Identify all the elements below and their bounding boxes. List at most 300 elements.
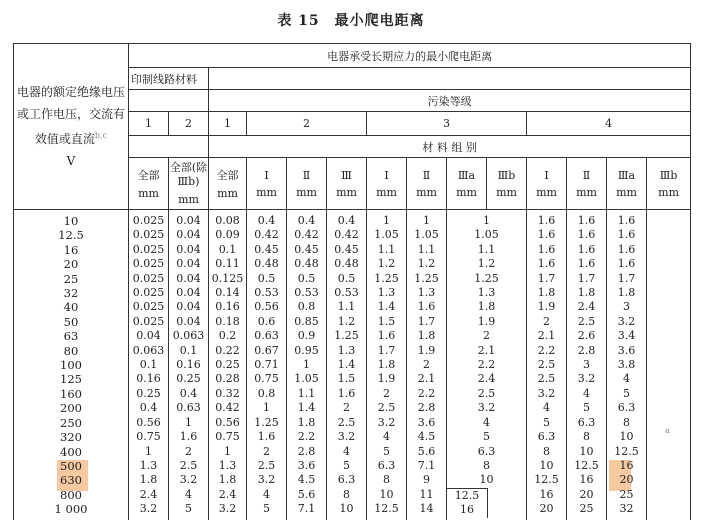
table-cell: 3.2 [139,502,158,516]
table-cell: 8 [583,430,590,444]
table-cell: 1.4 [377,300,396,314]
table-cell: 800 [60,487,82,502]
table-cell: 0.53 [294,286,319,300]
table-cell: 250 [60,415,82,430]
table-cell: 5 [543,415,550,429]
table-cell: 10 [579,444,594,458]
table-cell: 7.1 [417,458,436,472]
col-header-14 [647,158,691,210]
unit-label: mm [296,185,317,199]
col-header-1 [129,158,169,210]
main-header: 电器承受长期应力的最小爬电距离 [129,44,691,68]
table-cell: 1.8 [577,286,596,300]
table-cell: 0.5 [297,271,316,285]
col-header-5 [287,158,327,210]
col-label: 全部(除Ⅲb) [169,160,208,188]
data-column-12 [567,210,607,520]
table-cell: 10 [479,473,494,487]
table-cell: 0.32 [215,386,240,400]
table-cell: 2.1 [477,343,496,357]
table-cell: 0.95 [294,343,319,357]
table-cell: 1.3 [377,286,396,300]
table-cell: 1.6 [537,257,556,271]
table-cell: 6.3 [337,473,356,487]
table-cell: 0.16 [176,358,201,372]
table-cell: 1 [224,444,231,458]
table-cell: 4 [383,430,390,444]
table-cell: 2.5 [179,458,198,472]
col-header-6 [327,158,367,210]
col-label: Ⅲa [617,168,636,182]
table-cell: 0.04 [176,257,201,271]
table-cell: 2.6 [577,329,596,343]
table-cell: 0.09 [215,228,240,242]
col-header-2 [169,158,209,210]
table-cell: 25 [619,487,634,501]
unit-label: mm [256,185,277,199]
col-label: Ⅲb [497,168,516,182]
table-cell: 0.56 [254,300,279,314]
table-cell: 0.4 [179,386,198,400]
table-cell: 200 [60,401,82,416]
data-column-9-merged [447,210,527,520]
table-cell: 2.5 [537,372,556,386]
col-label: Ⅱ [302,168,311,182]
table-cell: 0.025 [132,228,165,242]
table-cell: 1.2 [417,257,436,271]
table-cell: 1.1 [477,242,496,256]
pcb-spacer [209,68,691,90]
table-cell: 1 [145,444,152,458]
unit-label: mm [456,185,477,199]
table-cell: 1.6 [537,214,556,227]
table-cell: 1.3 [337,343,356,357]
table-cell: 160 [60,386,82,401]
table-cell: 0.56 [215,415,240,429]
table-cell: 3.2 [477,401,496,415]
col-label: Ⅰ [384,168,389,182]
table-cell: 1.05 [294,372,319,386]
table-cell: 0.22 [215,343,240,357]
table-cell: 1.4 [297,401,316,415]
table-cell: 0.063 [172,329,205,343]
table-cell: 2.1 [537,329,556,343]
table-cell: 125 [60,372,82,387]
table-cell: 25 [579,502,594,516]
table-cell: 1.9 [537,300,556,314]
table-cell: 0.1 [218,242,237,256]
table-cell: 0.8 [257,386,276,400]
table-cell: 20 [619,473,634,487]
table-cell: 40 [63,300,79,315]
table-cell: 2.2 [417,386,436,400]
table-cell: 2 [423,358,430,372]
table-cell: 1.6 [417,300,436,314]
table-cell: 1 000 [54,502,88,517]
level-2: 2 [247,112,367,136]
table-cell: 4 [483,415,490,429]
table-cell: 3.2 [218,502,237,516]
col-label: Ⅱ [422,168,431,182]
table-cell: 1.6 [577,214,596,227]
pcb-blank-2 [129,136,209,158]
level-4: 4 [527,112,691,136]
table-cell: 8 [383,473,390,487]
table-cell: 1.9 [377,372,396,386]
table-cell: 1.4 [337,358,356,372]
table-cell: 1.2 [477,257,496,271]
col-header-12 [567,158,607,210]
table-cell: 0.04 [176,286,201,300]
table-cell: 0.53 [334,286,359,300]
col-header-9 [447,158,487,210]
table-cell: 0.53 [254,286,279,300]
table-cell: 2 [543,314,550,328]
table-cell: 0.67 [254,343,279,357]
table-cell: 1.1 [297,386,316,400]
table-cell: 1.1 [417,242,436,256]
table-cell: 1.6 [617,214,636,227]
unit-label: mm [376,185,397,199]
voltage-header-note: b,c [94,131,108,140]
data-column-8 [407,210,447,520]
table-cell: 1.3 [417,286,436,300]
pcb-header: 印制线路材料 [129,68,209,90]
table-cell: 1 [383,214,390,227]
table-cell: 1.05 [414,228,439,242]
table-cell: 8 [543,444,550,458]
table-cell: 0.08 [215,214,240,227]
table-cell: 0.025 [132,286,165,300]
unit-label: mm [336,185,357,199]
table-cell: 1.1 [337,300,356,314]
table-cell: 1.2 [337,314,356,328]
table-cell: 1.8 [477,300,496,314]
table-cell: 10 [539,458,554,472]
table-cell: 3.2 [179,473,198,487]
split-values-inner [447,489,487,518]
table-cell: 5 [483,430,490,444]
creepage-table [13,43,691,520]
table-cell: 400 [60,444,82,459]
table-title: 表 15 最小爬电距离 [277,13,425,29]
table-cell: 2.5 [257,458,276,472]
table-cell: 2.4 [218,487,237,501]
table-cell: 0.42 [254,228,279,242]
pcb-blank [129,90,209,112]
table-cell: 1.25 [414,271,439,285]
table-cell: 0.48 [294,257,319,271]
table-cell: 1 [303,358,310,372]
table-cell: 2.5 [477,386,496,400]
table-cell: 0.063 [132,343,165,357]
table-cell: 63 [63,329,79,344]
table-cell: 0.16 [136,372,161,386]
table-cell: 1 [483,214,490,227]
table-cell: 1.05 [374,228,399,242]
level-2-pcb: 2 [169,112,209,136]
table-cell: 12.5 [374,502,399,516]
table-cell: 0.42 [294,228,319,242]
col-label: Ⅰ [264,168,269,182]
table-cell: 11 [419,487,434,501]
table-cell: 1.8 [617,286,636,300]
table-cell: 5 [263,502,270,516]
table-cell: 1.25 [474,271,499,285]
table-cell: 0.1 [179,343,198,357]
table-cell: 0.5 [257,271,276,285]
table-cell: 1.3 [139,458,158,472]
voltage-header-text: 电器的额定绝缘电压或工作电压，交流有效值或直流 [16,85,125,146]
unit-label: mm [138,187,159,200]
col-label: Ⅲa [457,168,476,182]
table-cell: 0.025 [132,314,165,328]
table-cell: 16 [619,458,634,472]
table-cell: 0.45 [334,242,359,256]
col-label: 全部 [216,169,239,182]
table-cell: 0.04 [176,271,201,285]
table-cell: 20 [539,502,554,516]
table-cell: 2.8 [417,401,436,415]
voltage-column [14,210,129,520]
table-cell: 1.6 [617,257,636,271]
table-cell: 32 [619,502,634,516]
table-cell: 0.2 [218,329,237,343]
table-cell: 32 [63,286,79,301]
table-cell: 1.1 [377,242,396,256]
table-cell: 3.8 [617,358,636,372]
table-cell: 16 [460,503,474,517]
unit-label: mm [536,185,557,199]
table-cell: 0.8 [297,300,316,314]
voltage-unit: V [66,154,76,168]
table-cell: 0.85 [294,314,319,328]
table-cell: 0.25 [176,372,201,386]
table-cell: 5 [383,444,390,458]
table-cell: 2 [185,444,192,458]
unit-label: mm [496,185,517,199]
table-cell: 100 [60,358,82,373]
table-cell: 12.5 [614,444,639,458]
col-label: 全部 [137,169,160,182]
table-cell: 3.2 [617,314,636,328]
table-cell: 0.04 [176,228,201,242]
table-cell: 0.56 [136,415,161,429]
col-header-7 [367,158,407,210]
table-cell: 16 [63,242,79,257]
table-cell: 3.6 [617,343,636,357]
table-cell: 3.2 [537,386,556,400]
table-cell: 16 [579,473,594,487]
table-cell: 1.7 [617,271,636,285]
table-cell: 0.04 [176,300,201,314]
table-cell: 0.4 [257,214,276,227]
table-cell: 1.6 [337,386,356,400]
data-column-7 [367,210,407,520]
table-cell: 2.4 [477,372,496,386]
data-column-6 [327,210,367,520]
table-cell: 2.5 [537,358,556,372]
table-cell: 320 [60,430,82,445]
table-cell: 0.14 [215,286,240,300]
table-cell: 6.3 [617,401,636,415]
table-cell: 1.7 [537,271,556,285]
unit-label: mm [658,185,680,199]
unit-label: mm [416,185,437,199]
table-cell: 1.2 [377,257,396,271]
table-cell: 6.3 [377,458,396,472]
table-cell: 0.025 [132,300,165,314]
table-cell: 1.8 [218,473,237,487]
table-cell: 1.8 [377,358,396,372]
table-cell: 6.3 [577,415,596,429]
table-cell: 0.25 [215,358,240,372]
table-cell: 12.5 [454,489,480,502]
data-column-2 [169,210,209,520]
table-cell: 0.75 [136,430,161,444]
table-cell: 2.4 [139,487,158,501]
table-cell: 500 [60,458,82,473]
table-cell: 0.63 [176,401,201,415]
table-cell: 0.025 [132,242,165,256]
table-cell: 0.48 [334,257,359,271]
table-cell: 2.4 [577,300,596,314]
table-cell: 3.6 [417,415,436,429]
table-cell: 0.5 [337,271,356,285]
col-header-4 [247,158,287,210]
table-cell: 10 [339,502,354,516]
table-cell: 4.5 [297,473,316,487]
data-column-11 [527,210,567,520]
table-cell: 0.42 [334,228,359,242]
table-cell: 1.6 [537,228,556,242]
table-cell: 7.1 [297,502,316,516]
table-cell: 1.7 [377,343,396,357]
pollution-header: 污染等级 [209,90,691,112]
table-cell: 2 [263,444,270,458]
table-cell: 2.2 [477,358,496,372]
table-cell: 12.5 [574,458,599,472]
unit-label: mm [178,192,199,206]
table-cell: 20 [579,487,594,501]
table-cell: 1.05 [474,228,499,242]
table-cell: 6.3 [537,430,556,444]
col-label: Ⅱ [582,168,591,182]
table-cell: 0.28 [215,372,240,386]
table-cell: 1 [185,415,192,429]
data-column-5 [287,210,327,520]
table-cell: 4 [185,487,192,501]
table-cell: 2 [383,386,390,400]
table-cell: 0.16 [215,300,240,314]
table-cell: 1.5 [337,372,356,386]
table-cell: 630 [60,473,82,488]
table-cell: 0.1 [139,358,158,372]
table-cell: 1.6 [179,430,198,444]
data-column-13 [607,210,647,520]
table-cell: 3 [583,358,590,372]
table-cell: 4 [263,487,270,501]
col-header-3 [209,158,247,210]
table-cell: 1.9 [477,314,496,328]
table-cell: 2 [343,401,350,415]
table-cell: 1.9 [417,343,436,357]
table-cell: 1.8 [139,473,158,487]
table-cell: 2.2 [537,343,556,357]
material-group-header: 材 料 组 别 [209,136,691,158]
table-cell: 4 [343,444,350,458]
table-cell: 1.3 [218,458,237,472]
table-cell: 10 [379,487,394,501]
unit-label: mm [616,185,637,199]
table-cell: 12.5 [58,228,84,243]
table-cell: 10 [619,430,634,444]
col-label: Ⅲb [659,168,678,182]
table-cell: 3.2 [577,372,596,386]
table-cell: 0.025 [132,271,165,285]
table-cell: 0.04 [136,329,161,343]
table-cell: 0.025 [132,257,165,271]
data-column-1 [129,210,169,520]
table-cell: 9 [423,473,430,487]
table-cell: 1.6 [577,257,596,271]
table-cell: 2.5 [337,415,356,429]
table-cell: 3.2 [377,415,396,429]
level-1: 1 [209,112,247,136]
table-cell: 0.63 [254,329,279,343]
table-cell: 8 [343,487,350,501]
level-1-pcb: 1 [129,112,169,136]
table-cell: 3.2 [337,430,356,444]
table-cell: 2.8 [577,343,596,357]
table-cell: 0.9 [297,329,316,343]
level-3: 3 [367,112,527,136]
table-cell: 16 [539,487,554,501]
table-cell: 5 [343,458,350,472]
table-cell: 1 [423,214,430,227]
table-cell: 0.48 [254,257,279,271]
data-column-4 [247,210,287,520]
table-cell: 3.2 [257,473,276,487]
table-cell: 1.6 [577,228,596,242]
table-cell: 1.5 [377,314,396,328]
table-cell: 5 [583,401,590,415]
table-cell: 1.6 [617,228,636,242]
table-cell: 0.125 [211,271,244,285]
table-cell: 2.1 [417,372,436,386]
table-cell: 5 [185,502,192,516]
data-column-3 [209,210,247,520]
col-label: Ⅲ [341,168,352,182]
table-cell: 2.5 [577,314,596,328]
table-cell: 2 [483,329,490,343]
unit-label: mm [217,187,238,200]
table-cell: 12.5 [534,473,559,487]
table-cell: 1.6 [617,242,636,256]
table-cell: 1.25 [254,415,279,429]
table-cell: 6.3 [477,444,496,458]
table-cell: 0.04 [176,314,201,328]
table-cell: 1.6 [537,242,556,256]
table-cell: 1.7 [577,271,596,285]
table-cell: 1.25 [374,271,399,285]
table-cell: 0.18 [215,314,240,328]
table-cell: 0.04 [176,242,201,256]
table-cell: 1.25 [334,329,359,343]
unit-label: mm [576,185,597,199]
split-values [447,488,488,518]
table-cell: 1.8 [297,415,316,429]
